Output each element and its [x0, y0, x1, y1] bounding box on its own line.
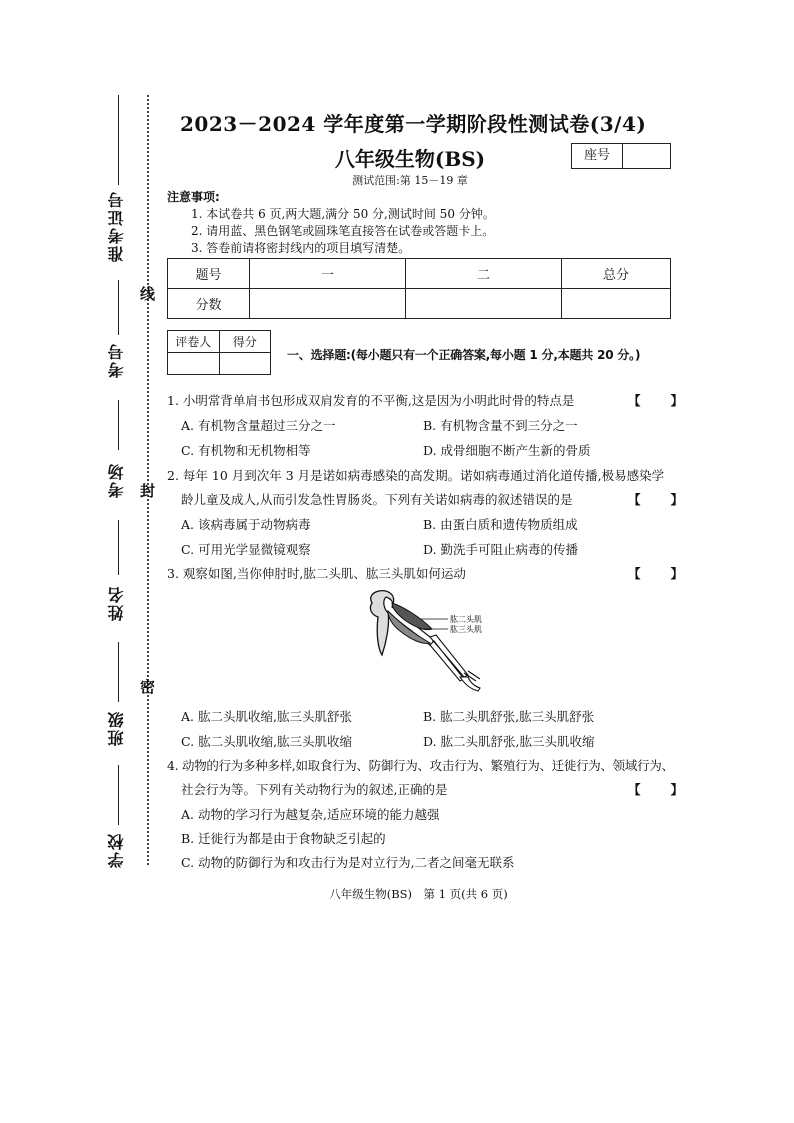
- q2-option-a: A. 该病毒属于动物病毒: [181, 517, 311, 532]
- score-cell[interactable]: [406, 289, 562, 319]
- q4-option-a: A. 动物的学习行为越复杂,适应环境的能力越强: [181, 807, 440, 822]
- section-one-heading: 一、选择题:(每小题只有一个正确答案,每小题 1 分,本题共 20 分。): [287, 348, 641, 362]
- fill-line[interactable]: [118, 400, 119, 450]
- q3-option-b: B. 肱二头肌舒张,肱三头肌舒张: [423, 709, 595, 724]
- biceps-label: 肱二头肌: [450, 615, 482, 624]
- school-label: 学校: [107, 832, 126, 868]
- seal-char-seal: 封: [140, 482, 156, 500]
- seat-number-box: [571, 143, 671, 169]
- class-label: 班级: [107, 710, 126, 746]
- forearm-bones: [430, 635, 468, 681]
- points-cell[interactable]: [219, 353, 271, 375]
- question-3-stem: 3. 观察如图,当你伸肘时,肱二头肌、肱三头肌如何运动: [167, 566, 466, 581]
- exam-subtitle: 八年级生物(BS): [334, 147, 486, 171]
- points-label: 得分: [219, 331, 271, 353]
- question-1-stem: 1. 小明常背单肩书包形成双肩发育的不平衡,这是因为小明此时骨的特点是: [167, 393, 575, 408]
- arm-muscle-figure: [360, 585, 520, 695]
- grader-cell[interactable]: [168, 353, 220, 375]
- instruction-item: 2. 请用蓝、黑色钢笔或圆珠笔直接答在试卷或答题卡上。: [191, 224, 495, 238]
- score-cell[interactable]: [562, 289, 671, 319]
- fill-line[interactable]: [118, 95, 119, 185]
- score-row-label: 分数: [168, 289, 250, 319]
- triceps-label: 肱三头肌: [450, 625, 482, 634]
- grader-label: 评卷人: [168, 331, 220, 353]
- q2-option-d: D. 勤洗手可阻止病毒的传播: [423, 542, 579, 557]
- score-header-cell: 二: [406, 259, 562, 289]
- instruction-item: 3. 答卷前请将密封线内的项目填写清楚。: [191, 241, 411, 255]
- exam-room-label: 考场: [107, 462, 126, 498]
- score-table: [167, 258, 671, 319]
- question-2-stem: 2. 每年 10 月到次年 3 月是诺如病毒感染的高发期。诺如病毒通过消化道传播,极易感染学: [167, 468, 665, 483]
- seal-char-secret: 密: [140, 678, 156, 696]
- fill-line[interactable]: [118, 280, 119, 335]
- score-header-cell: 一: [250, 259, 406, 289]
- q3-option-c: C. 肱二头肌收缩,肱三头肌收缩: [181, 734, 353, 749]
- answer-bracket[interactable]: 【 】: [628, 393, 684, 408]
- fill-line[interactable]: [118, 520, 119, 575]
- instructions-heading: 注意事项:: [167, 190, 220, 204]
- q1-option-b: B. 有机物含量不到三分之一: [423, 418, 578, 433]
- q4-option-c: C. 动物的防御行为和攻击行为是对立行为,二者之间毫无联系: [181, 855, 515, 870]
- answer-bracket[interactable]: 【 】: [628, 566, 684, 581]
- q1-option-c: C. 有机物和无机物相等: [181, 443, 311, 458]
- seat-number-field[interactable]: [623, 144, 670, 168]
- exam-number-label: 考号: [107, 342, 126, 378]
- q3-option-d: D. 肱二头肌舒张,肱三头肌收缩: [423, 734, 595, 749]
- seat-label: 座号: [572, 144, 623, 168]
- instruction-item: 1. 本试卷共 6 页,两大题,满分 50 分,测试时间 50 分钟。: [191, 207, 495, 221]
- q1-option-a: A. 有机物含量超过三分之一: [181, 418, 336, 433]
- test-range: 测试范围:第 15－19 章: [352, 174, 468, 187]
- answer-bracket[interactable]: 【 】: [628, 492, 684, 507]
- q3-option-a: A. 肱二头肌收缩,肱三头肌舒张: [181, 709, 352, 724]
- exam-id-label: 准考证号: [107, 190, 126, 262]
- page-footer: 八年级生物(BS) 第 1 页(共 6 页): [329, 887, 508, 901]
- fill-line[interactable]: [118, 765, 119, 825]
- seal-char-line: 线: [140, 285, 156, 303]
- question-4-stem-cont: 社会行为等。下列有关动物行为的叙述,正确的是: [181, 782, 448, 797]
- score-cell[interactable]: [250, 289, 406, 319]
- answer-bracket[interactable]: 【 】: [628, 782, 684, 797]
- question-2-stem-cont: 龄儿童及成人,从而引发急性胃肠炎。下列有关诺如病毒的叙述错误的是: [181, 492, 573, 507]
- q2-option-c: C. 可用光学显微镜观察: [181, 542, 311, 557]
- fill-line[interactable]: [118, 642, 119, 702]
- grader-table: [167, 330, 271, 375]
- q4-option-b: B. 迁徙行为都是由于食物缺乏引起的: [181, 831, 386, 846]
- score-header-cell: 题号: [168, 259, 250, 289]
- instructions: [167, 189, 495, 257]
- score-header-cell: 总分: [562, 259, 671, 289]
- name-label: 姓名: [107, 585, 126, 621]
- q2-option-b: B. 由蛋白质和遗传物质组成: [423, 517, 578, 532]
- exam-title: 2023－2024 学年度第一学期阶段性测试卷(3/4): [180, 112, 647, 136]
- question-4-stem: 4. 动物的行为多种多样,如取食行为、防御行为、攻击行为、繁殖行为、迁徙行为、领域行为、: [167, 758, 674, 773]
- q1-option-d: D. 成骨细胞不断产生新的骨质: [423, 443, 591, 458]
